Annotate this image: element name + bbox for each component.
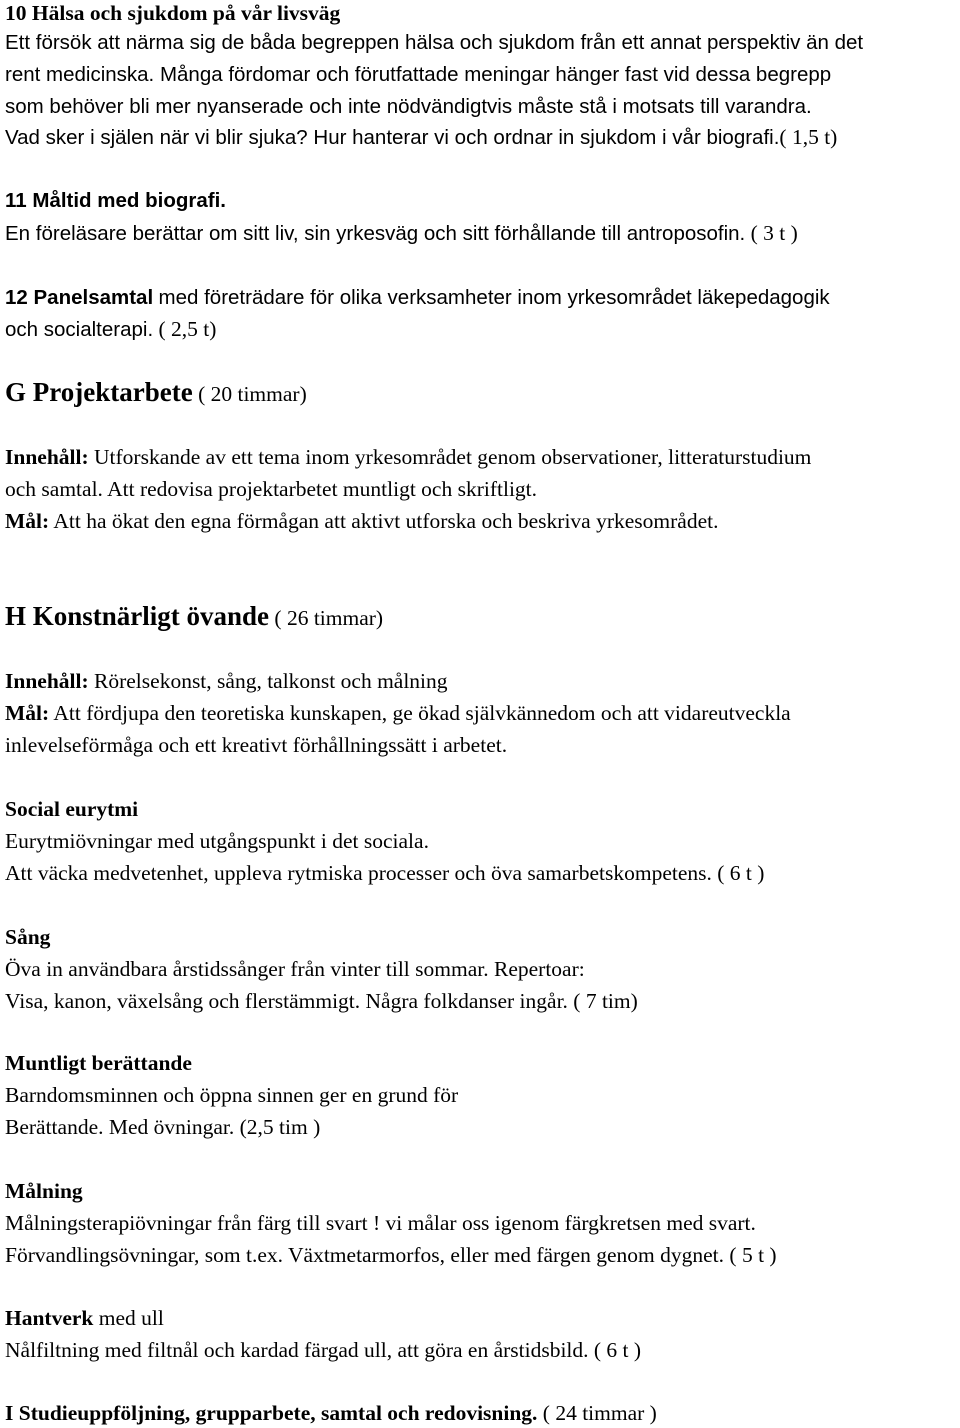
section-10-title: 10 Hälsa och sjukdom på vår livsväg — [5, 1, 341, 25]
social-eurytmi-line-2: Att väcka medvetenhet, uppleva rytmiska processer och öva samarbetskompetens. ( 6 t ) — [5, 861, 765, 885]
section-h-heading-hours: ( 26 timmar) — [274, 606, 384, 630]
section-g-content-line-1 — [5, 444, 811, 470]
section-10-line-4 — [5, 124, 837, 151]
muntligt-line-2: Berättande. Med övningar. (2,5 tim ) — [5, 1115, 321, 1139]
hantverk-title-line — [5, 1305, 164, 1331]
section-h-content: Rörelsekonst, sång, talkonst och målning — [94, 669, 448, 693]
section-i-line — [5, 1400, 657, 1426]
section-10-hours: ( 1,5 t) — [779, 125, 838, 149]
section-11-text: En föreläsare berättar om sitt liv, sin yrkesväg och sitt förhållande till antroposofin. — [5, 222, 746, 245]
section-g-content-2: och samtal. Att redovisa projektarbetet muntligt och skriftligt. — [5, 477, 538, 501]
section-g-content-label: Innehåll: — [5, 445, 89, 469]
sang-line-2: Visa, kanon, växelsång och flerstämmigt. Några folkdanser ingår. ( 7 tim) — [5, 989, 638, 1013]
section-h-heading-line — [5, 600, 383, 632]
section-12-title: 12 Panelsamtal — [5, 286, 154, 309]
section-10-line-2: rent medicinska. Många fördomar och förutfattade meningar hänger fast vid dessa begrepp — [5, 63, 832, 86]
muntligt-line-1: Barndomsminnen och öppna sinnen ger en grund för — [5, 1083, 459, 1107]
section-g-goal-line — [5, 508, 718, 534]
section-g-heading-line — [5, 376, 307, 408]
hantverk-title-rest: med ull — [98, 1306, 164, 1330]
social-eurytmi-title: Social eurytmi — [5, 797, 139, 821]
section-h-goal-line-1 — [5, 700, 791, 726]
section-h-heading: H Konstnärligt övande — [5, 601, 270, 631]
malning-title: Målning — [5, 1179, 83, 1203]
section-11-title: 11 Måltid med biografi. — [5, 189, 226, 212]
malning-line-2: Förvandlingsövningar, som t.ex. Växtmetarmorfos, eller med färgen genom dygnet. ( 5 t ) — [5, 1243, 777, 1267]
section-g-content-1: Utforskande av ett tema inom yrkesområdet genom observationer, litteraturstudium — [94, 445, 812, 469]
section-10-line-4-text: Vad sker i själen när vi blir sjuka? Hur hanterar vi och ordnar in sjukdom i vår biografi. — [5, 126, 780, 149]
section-g-goal-label: Mål: — [5, 509, 50, 533]
section-h-goal-1: Att fördjupa den teoretiska kunskapen, ge ökad självkännedom och att vidareutveckla — [53, 701, 791, 725]
section-11-hours: ( 3 t ) — [750, 221, 798, 245]
social-eurytmi-line-1: Eurytmiövningar med utgångspunkt i det sociala. — [5, 829, 429, 853]
section-h-content-line — [5, 668, 448, 694]
section-g-heading: G Projektarbete — [5, 377, 193, 407]
section-h-goal-2: inlevelseförmåga och ett kreativt förhållningssätt i arbetet. — [5, 733, 508, 757]
section-12-text-2: och socialterapi. — [5, 318, 154, 341]
sang-title: Sång — [5, 925, 51, 949]
section-h-content-label: Innehåll: — [5, 669, 89, 693]
section-12-text-1: med företrädare för olika verksamheter inom yrkesområdet läkepedagogik — [158, 286, 830, 309]
section-10-line-1: Ett försök att närma sig de båda begreppen hälsa och sjukdom från ett annat perspektiv än det — [5, 31, 864, 54]
section-11-line — [5, 220, 798, 247]
section-i-title: I Studieuppföljning, grupparbete, samtal och redovisning. — [5, 1401, 538, 1425]
malning-line-1: Målningsterapiövningar från färg till svart ! vi målar oss igenom färgkretsen med svart. — [5, 1211, 756, 1235]
section-12-hours: ( 2,5 t) — [158, 317, 217, 341]
section-10-line-3: som behöver bli mer nyanserade och inte nödvändigtvis måste stå i motsats till varandra. — [5, 95, 812, 118]
hantverk-line-1: Nålfiltning med filtnål och kardad färgad ull, att göra en årstidsbild. ( 6 t ) — [5, 1338, 642, 1362]
section-12-line-2 — [5, 316, 216, 343]
hantverk-title: Hantverk — [5, 1306, 94, 1330]
section-i-hours: ( 24 timmar ) — [542, 1401, 657, 1425]
section-g-heading-hours: ( 20 timmar) — [198, 382, 307, 406]
section-12-line-1 — [5, 284, 830, 311]
section-h-goal-label: Mål: — [5, 701, 50, 725]
section-g-goal: Att ha ökat den egna förmågan att aktivt utforska och beskriva yrkesområdet. — [53, 509, 719, 533]
muntligt-title: Muntligt berättande — [5, 1051, 192, 1075]
sang-line-1: Öva in användbara årstidssånger från vinter till sommar. Repertoar: — [5, 957, 585, 981]
